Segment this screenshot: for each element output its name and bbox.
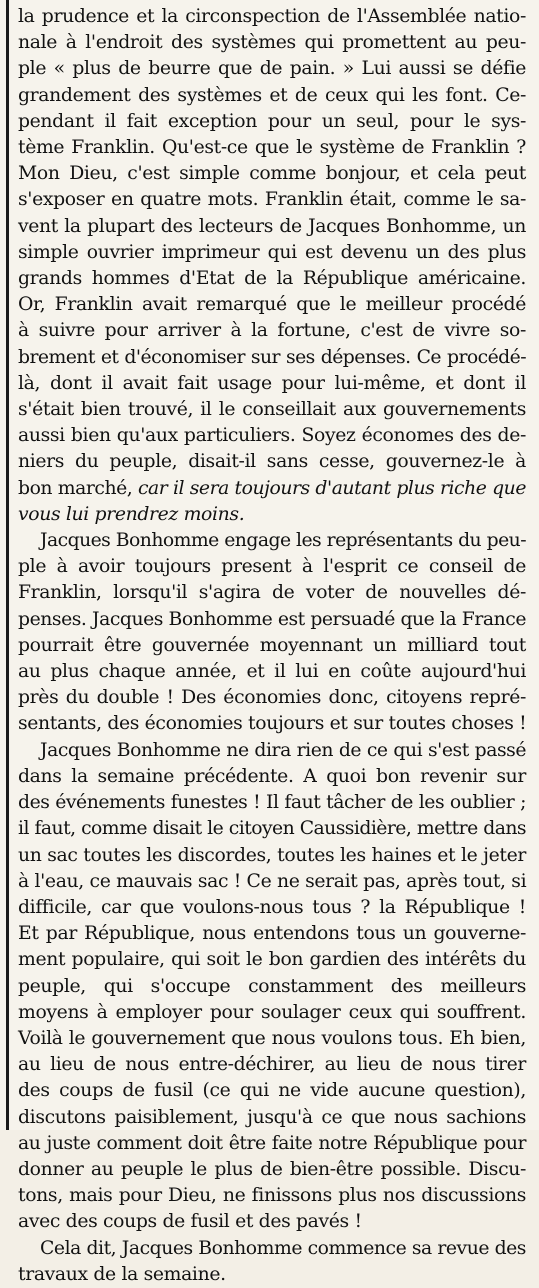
- text-line: sentants, des économies toujours et sur toutes choses !: [18, 713, 527, 735]
- text-line: des événements funestes ! Il faut tâcher de les oublier ;: [18, 792, 526, 814]
- text-line: Et par République, nous entendons tous un gouverne-: [18, 923, 526, 945]
- text-line: dans la semaine précédente. A quoi bon revenir sur: [18, 765, 526, 787]
- text-line: ple à avoir toujours present à l'esprit ce conseil de: [18, 556, 526, 578]
- text-line: difficile, car que voulons-nous tous ? la République !: [18, 896, 526, 918]
- text-line: aussi bien qu'aux particuliers. Soyez économes des de-: [18, 425, 526, 447]
- text-line: peuple, qui s'occupe constamment des meilleurs: [18, 975, 526, 997]
- text-line: il faut, comme disait le citoyen Caussidière, mettre dans: [18, 818, 526, 840]
- paragraph-3: [18, 738, 526, 1236]
- text-line: au lieu de nous entre-déchirer, au lieu de nous tirer: [18, 1054, 526, 1076]
- paragraph-4: [18, 1236, 526, 1288]
- paragraph-1: [18, 4, 526, 528]
- text-line: [18, 502, 526, 528]
- text-line: donner au peuple le plus de bien-être possible. Discu-: [18, 1158, 526, 1180]
- text-line: la prudence et la circonspection de l'Assemblée natio-: [18, 6, 526, 27]
- text-line: ment populaire, qui soit le bon gardien des intérêts du: [18, 949, 526, 971]
- text-fragment: bon marché,: [18, 477, 133, 499]
- text-line: Cela dit, Jacques Bonhomme commence sa revue des: [40, 1237, 526, 1259]
- text-line: grands hommes d'Etat de la République américaine.: [18, 268, 526, 290]
- text-line: s'exposer en quatre mots. Franklin était, comme le sa-: [18, 189, 526, 211]
- text-line: des coups de fusil (ce qui ne vide aucune question),: [18, 1080, 526, 1102]
- text-line: près du double ! Des économies donc, citoyens repré-: [18, 687, 526, 709]
- text-line: Voilà le gouvernement que nous voulons tous. Eh bien,: [18, 1027, 526, 1049]
- text-line: grandement des systèmes et de ceux qui les font. Ce-: [18, 84, 526, 106]
- text-line: au plus chaque année, et il lui en coûte aujourd'hui: [18, 661, 526, 683]
- text-line: à suivre pour arriver à la fortune, c'est de vivre so-: [18, 320, 526, 342]
- text-line: avec des coups de fusil et des pavés !: [18, 1211, 362, 1233]
- text-line: nale à l'endroit des systèmes qui promettent au peu-: [18, 32, 526, 54]
- text-line: discutons paisiblement, jusqu'à ce que nous sachions: [18, 1106, 526, 1128]
- paragraph-2: [18, 528, 526, 738]
- text-line: un sac toutes les discordes, toutes les haines et le jeter: [18, 844, 526, 866]
- text-line-mixed: [18, 476, 526, 502]
- text-line: tons, mais pour Dieu, ne finissons plus nos discussions: [18, 1185, 526, 1207]
- text-line: penses. Jacques Bonhomme est persuadé que la France: [18, 608, 526, 630]
- text-line: Jacques Bonhomme ne dira rien de ce qui s'est passé: [40, 739, 526, 761]
- text-line: Mon Dieu, c'est simple comme bonjour, et cela peut: [18, 163, 526, 185]
- text-line: s'était bien trouvé, il le conseillait aux gouvernements: [18, 399, 526, 421]
- text-line: pourrait être gouvernée moyennant un milliard tout: [18, 634, 526, 656]
- column-rule: [6, 0, 9, 1130]
- article-column: [18, 4, 527, 1285]
- text-line: là, dont il avait fait usage pour lui-même, et dont il: [18, 372, 526, 394]
- text-line: niers du peuple, disait-il sans cesse, gouvernez-le à: [18, 451, 526, 473]
- text-line: brement et d'économiser sur ses dépenses. Ce procédé-: [18, 346, 526, 368]
- text-line: Or, Franklin avait remarqué que le meilleur procédé: [18, 294, 526, 316]
- text-line: travaux de la semaine.: [18, 1263, 226, 1285]
- text-line: moyens à employer pour soulager ceux qui souffrent.: [18, 1001, 526, 1023]
- text-line: tème Franklin. Qu'est-ce que le système de Franklin ?: [18, 137, 526, 159]
- italic-quote-end: vous lui prendrez moins.: [18, 503, 245, 525]
- italic-quote: car il sera toujours d'autant plus riche que: [137, 477, 526, 499]
- text-line: au juste comment doit être faite notre République pour: [18, 1132, 526, 1154]
- text-line: ple « plus de beurre que de pain. » Lui aussi se défie: [18, 58, 526, 80]
- text-line: pendant il fait exception pour un seul, pour le sys-: [18, 110, 526, 132]
- text-line: Jacques Bonhomme engage les représentants du peu-: [40, 530, 526, 552]
- text-line: simple ouvrier imprimeur qui est devenu un des plus: [18, 241, 526, 263]
- text-line: à l'eau, ce mauvais sac ! Ce ne serait pas, après tout, si: [18, 870, 527, 892]
- text-line: vent la plupart des lecteurs de Jacques Bonhomme, un: [18, 215, 526, 237]
- text-line: Franklin, lorsqu'il s'agira de voter de nouvelles dé-: [18, 582, 526, 604]
